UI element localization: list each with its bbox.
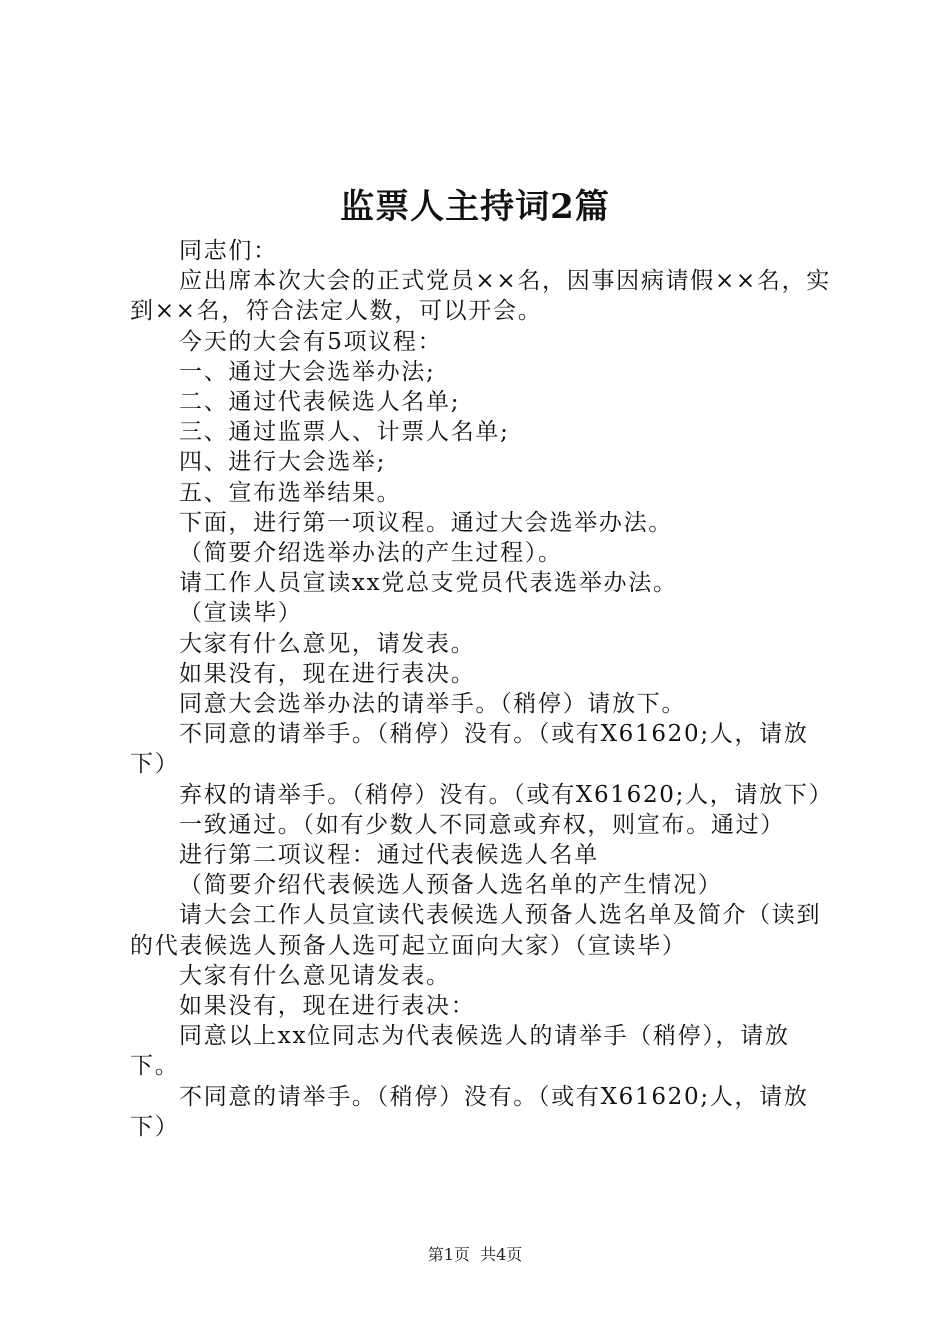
paragraph: 进行第二项议程：通过代表候选人名单 [179, 842, 599, 869]
paragraph: 不同意的请举手。（稍停）没有。（或有X61620;人，请放下） [130, 721, 809, 778]
paragraph: （宣读毕） [179, 600, 303, 627]
paragraph: 同意大会选举办法的请举手。（稍停）请放下。 [179, 691, 687, 718]
paragraph: 下面，进行第一项议程。通过大会选举办法。 [179, 509, 673, 536]
paragraph: 二、通过代表候选人名单; [179, 389, 461, 416]
paragraph: 如果没有，现在进行表决。 [179, 660, 476, 687]
paragraph: （简要介绍代表候选人预备人选名单的产生情况） [179, 872, 723, 899]
paragraph: 一、通过大会选举办法; [179, 358, 436, 385]
paragraph: 一致通过。（如有少数人不同意或弃权，则宣布。通过） [179, 811, 785, 838]
paragraph: 同志们： [179, 238, 278, 264]
paragraph: 四、进行大会选举; [179, 449, 387, 476]
paragraph: 同意以上xx位同志为代表候选人的请举手（稍停），请放下。 [130, 1023, 790, 1080]
paragraph: 大家有什么意见，请发表。 [179, 630, 476, 657]
document-body [130, 236, 835, 1142]
paragraph: 请工作人员宣读xx党总支党员代表选举办法。 [179, 570, 678, 597]
page-footer [0, 1244, 950, 1266]
paragraph: 不同意的请举手。（稍停）没有。（或有X61620;人，请放下） [130, 1083, 809, 1140]
paragraph: 如果没有，现在进行表决： [179, 993, 476, 1020]
paragraph: 三、通过监票人、计票人名单; [179, 419, 510, 446]
document-title: 监票人主持词2篇 [340, 187, 610, 227]
paragraph: 请大会工作人员宣读代表候选人预备人选名单及简介（读到的代表候选人预备人选可起立面向大家）（宣读毕） [130, 902, 822, 959]
paragraph: 今天的大会有5项议程： [179, 328, 443, 355]
paragraph: 五、宣布选举结果。 [179, 479, 402, 506]
paragraph: 大家有什么意见请发表。 [179, 962, 451, 989]
paragraph: 应出席本次大会的正式党员××名，因事因病请假××名，实到××名，符合法定人数，可以开会。 [130, 268, 831, 325]
paragraph: 弃权的请举手。（稍停）没有。（或有X61620;人，请放下） [179, 781, 834, 808]
page-indicator: 第1页 共4页 [427, 1245, 523, 1264]
paragraph: （简要介绍选举办法的产生过程）。 [179, 540, 563, 567]
